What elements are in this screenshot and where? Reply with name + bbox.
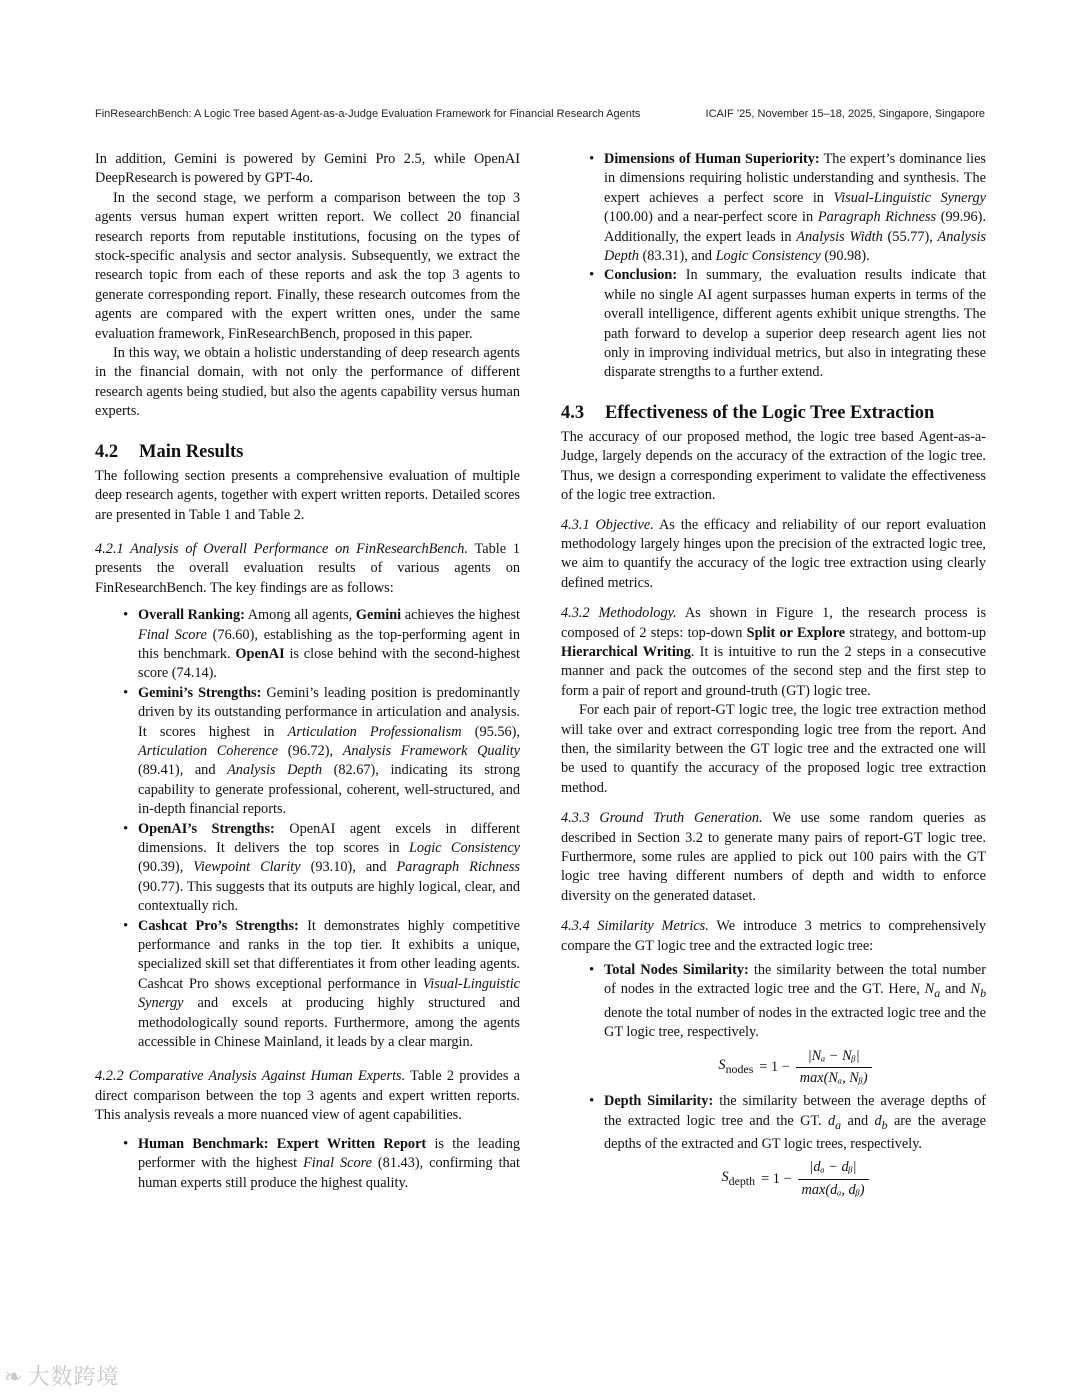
paragraph: In addition, Gemini is powered by Gemini Pro 2.5, while OpenAI DeepResearch is powered by GPT-4o. (95, 151, 520, 187)
list-item: • Depth Similarity: the similarity between the average depths of the extracted logic tree and the GT. $d_a$ and $d_b$ are the average depths of the extracted and GT logic trees, respectively. $S_{depth}$ = 1 − |dₐ − dᵦ| max(dₐ, dᵦ) (604, 1092, 986, 1200)
section-title: Main Results (139, 441, 244, 462)
list-item: • OpenAI’s Strengths: OpenAI agent excels in different dimensions. It delivers the top scores in Logic Consistency (90.39), Viewpoint Clarity (93.10), and Paragraph Richness (90.77). This suggests that its outputs are highly logical, clear, and contextually rich. (138, 820, 520, 917)
paragraph: In this way, we obtain a holistic understanding of deep research agents in the financial domain, with not only the performance of different research agents being studied, but also the agents capability versus human experts. (95, 345, 520, 420)
subsection-text: Table 1 presents the overall evaluation results of various agents on FinResearchBench. The key findings are as follows: (95, 540, 520, 596)
list-item: • Human Benchmark: Expert Written Report is the leading performer with the highest Final Score (81.43), confirming that human experts still produce the highest quality. (138, 1135, 520, 1193)
list-item: • Overall Ranking: Among all agents, Gemini achieves the highest Final Score (76.60), establishing as the top-performing agent in this benchmark. OpenAI is close behind with the second-highest score (74.14). (138, 606, 520, 684)
running-header-title: FinResearchBench: A Logic Tree based Agent-as-a-Judge Evaluation Framework for Financial Research Agents (95, 108, 641, 120)
list-item: • Dimensions of Human Superiority: The expert’s dominance lies in dimensions requiring holistic understanding and synthesis. The expert achieves a perfect score in Visual-Linguistic Synergy (100.00) and a near-perfect score in Paragraph Richness (99.96). Additionally, the expert leads in Analysis Width (55.77), Analysis Depth (83.31), and Logic Consistency (90.98). (604, 150, 986, 266)
subsection-4-3-1 (561, 516, 986, 594)
list-item: • Gemini’s Strengths: Gemini’s leading position is predominantly driven by its outstanding performance in articulation and analysis. It scores highest in Articulation Professionalism (95.56), Articulation Coherence (96.72), Analysis Framework Quality (89.41), and Analysis Depth (82.67), indicating its strong capability to generate professional, coherent, well-structured, and in-depth financial reports. (138, 684, 520, 820)
paragraph: The following section presents a comprehensive evaluation of multiple deep research agents, together with expert written reports. Detailed scores are presented in Table 1 and Table 2. (95, 467, 520, 523)
list-item: • Cashcat Pro’s Strengths: It demonstrates highly competitive performance and ranks in the top tier. It exhibits a unique, specialized skill set that differentiates it from other leading agents. Cashcat Pro shows exceptional performance in Visual-Linguistic Synergy and excels at producing highly structured and methodologically sound reports. Furthermore, among the agents accessible in Chinese Mainland, it leads by a clear margin. (138, 917, 520, 1053)
metrics-list (561, 961, 986, 1200)
subsection-4-3-3 (561, 809, 986, 906)
subsection-title: 4.3.4 Similarity Metrics. (561, 918, 709, 935)
list-item: • Total Nodes Similarity: the similarity between the total number of nodes in the extracted logic tree and the GT. Here, $N_a$ and $N_b$ denote the total number of nodes in the extracted logic tree and the GT logic tree, respectively. $S_{nodes}$ = 1 − |Nₐ − Nᵦ| max(Nₐ, Nᵦ) (604, 961, 986, 1088)
watermark-logo-icon: ❧ (4, 1365, 24, 1390)
subsection-text: We introduce 3 metrics to comprehensively compare the GT logic tree and the extracted logic tree: (561, 918, 986, 954)
paragraph: The accuracy of our proposed method, the logic tree based Agent-as-a-Judge, largely depends on the accuracy of the extraction of the logic tree. Thus, we design a corresponding experiment to validate the effectiveness of the logic tree extraction. (561, 428, 986, 504)
subsection-4-2-1 (95, 540, 520, 598)
left-column (95, 150, 520, 1193)
watermark-text: 大数跨境 (27, 1365, 120, 1390)
subsection-4-2-2 (95, 1067, 520, 1125)
running-header-venue: ICAIF ’25, November 15–18, 2025, Singapore, Singapore (705, 108, 985, 120)
section-title: Effectiveness of the Logic Tree Extraction (605, 402, 935, 423)
subsection-title: 4.2.2 Comparative Analysis Against Human Experts. (95, 1068, 406, 1085)
subsection-title: 4.3.1 Objective. (561, 516, 654, 533)
subsection-4-3-2: 4.3.2 Methodology. As shown in Figure 1, the research process is composed of 2 steps: top-down Split or Explore strategy, and bottom-up Hierarchical Writing. It is intuitive to run the 2 steps in a consecutive manner and pack the outcomes of the second step and the first step to form a pair of report and ground-truth (GT) logic tree. (561, 605, 987, 699)
subsection-title: 4.3.3 Ground Truth Generation. (561, 810, 763, 827)
subsection-text: We use some random queries as described in Section 3.2 to generate many pairs of report-GT logic tree. Furthermore, some rules are applied to pick out 100 pairs with the GT logic tree having different numbers of depth and width to enforce diversity on the generated dataset. (561, 810, 986, 904)
subsection-4-3-4 (561, 917, 986, 956)
comparison-list (95, 1135, 520, 1193)
subsection-text: Table 2 provides a direct comparison between the top 3 agents and expert written reports. This analysis reveals a more nuanced view of agent capabilities. (95, 1068, 520, 1124)
section-number: 4.3 (561, 402, 585, 423)
section-number: 4.2 (95, 441, 119, 462)
section-heading-4-2 (95, 440, 520, 464)
comparison-list-continued (561, 150, 986, 383)
subsection-title: 4.3.2 Methodology. (561, 605, 677, 622)
section-heading-4-3 (561, 401, 986, 425)
paragraph: For each pair of report-GT logic tree, the logic tree extraction method will take over and extract corresponding logic tree from the report. And then, the similarity between the GT logic tree and the extracted one will be used to quantify the accuracy of the proposed logic tree extraction method. (561, 702, 986, 796)
subsection-title: 4.2.1 Analysis of Overall Performance on FinResearchBench. (95, 540, 468, 557)
right-column (561, 150, 986, 1204)
subsection-text: As the efficacy and reliability of our report evaluation methodology largely hinges upon the precision of the extracted logic tree, we aim to quantify the accuracy of the logic tree extraction using clearly defined metrics. (561, 516, 987, 591)
equation-depth-similarity: $S_{depth}$ = 1 − |dₐ − dᵦ| max(dₐ, dᵦ) (604, 1158, 986, 1200)
watermark (4, 1360, 119, 1391)
list-item: • Conclusion: In summary, the evaluation results indicate that while no single AI agent surpasses human experts in terms of the overall intelligence, different agents exhibit unique strengths. The path forward to develop a superior deep research agent lies not only in improving individual metrics, but also in integrating these disparate strengths to a further extend. (604, 266, 986, 382)
paragraph: In the second stage, we perform a comparison between the top 3 agents versus human expert written report. We collect 20 financial research reports from reputable institutions, focusing on the types of stock-specific analysis and sector analysis. Subsequently, we extract the research topic from each of these reports and ask the top 3 agents to generate corresponding report. Finally, these research outcomes from the agents are compared with the expert written ones, under the same evaluation framework, FinResearchBench, proposed in this paper. (95, 189, 520, 342)
findings-list (95, 606, 520, 1052)
equation-nodes-similarity: $S_{nodes}$ = 1 − |Nₐ − Nᵦ| max(Nₐ, Nᵦ) (604, 1047, 986, 1089)
